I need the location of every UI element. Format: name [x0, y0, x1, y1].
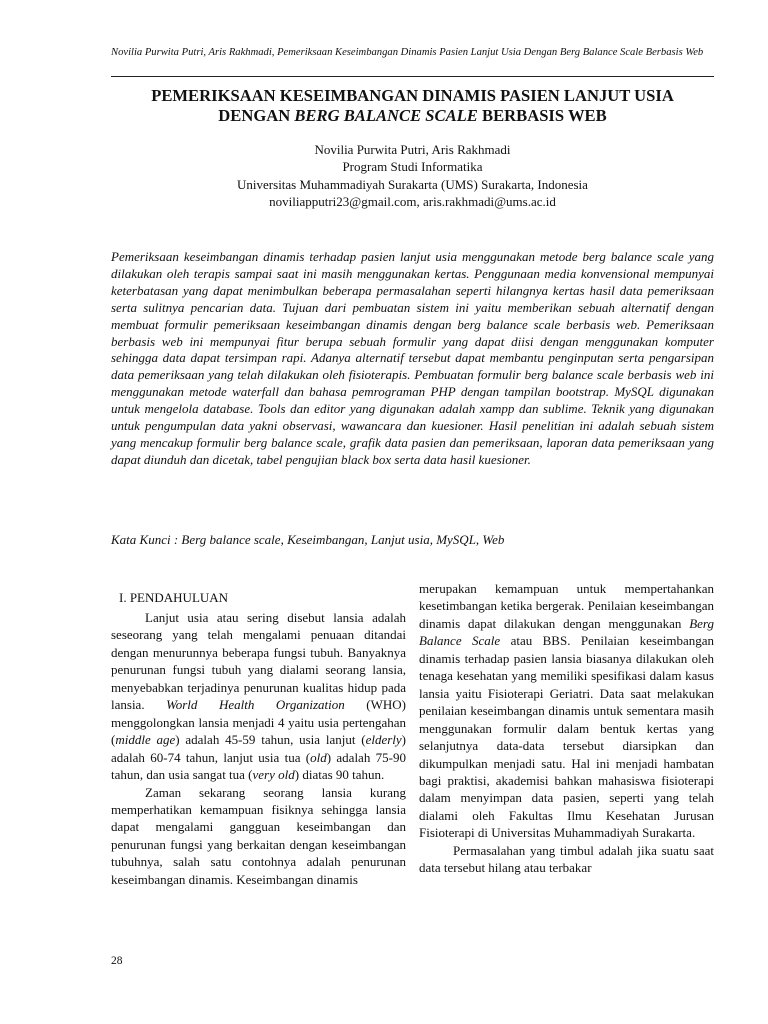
- italic-run: very old: [252, 767, 295, 783]
- title-line-2-prefix: DENGAN: [218, 106, 295, 125]
- text-run: Lanjut usia atau sering disebut lansia adalah seseorang yang telah mengalami penuaan ditandai dengan menurunnya beberapa fungsi tubuh. Banyaknya penurunan fungsi tubuh yang dialami seorang lansia, menyebabkan terjadinya penurunan kualitas hidup pada lansia.: [111, 610, 406, 713]
- italic-run: old: [310, 749, 327, 765]
- italic-run: World Health Organization: [166, 697, 345, 713]
- text-run: ) adalah 75-90 tahun, dan usia sangat tua (: [111, 749, 406, 783]
- italic-run: Berg Balance Scale: [419, 615, 714, 649]
- text-run: ) adalah 45-59 tahun, usia lanjut (: [175, 732, 366, 748]
- page-number: 28: [111, 955, 123, 967]
- left-paragraph-1: [111, 609, 406, 784]
- left-column: [111, 589, 406, 888]
- text-run: (WHO) menggolongkan lansia menjadi 4 yaitu usia pertengahan (: [111, 697, 406, 748]
- text-run: ) adalah 60-74 tahun, lanjut usia tua (: [111, 732, 406, 765]
- running-head: Novilia Purwita Putri, Aris Rakhmadi, Pemeriksaan Keseimbangan Dinamis Pasien Lanjut Usia Dengan Berg Balance Scale Berbasis Web: [111, 47, 704, 58]
- text-run: ) diatas 90 tahun.: [294, 767, 385, 783]
- italic-run: middle age: [115, 732, 176, 748]
- text-run: merupakan kemampuan untuk mempertahankan kesetimbangan ketika bergerak. Penilaian keseimbangan dinamis dapat dilakukan dengan menggunakan: [419, 581, 714, 631]
- affiliation-program: Program Studi Informatika: [342, 159, 483, 175]
- right-column: [419, 580, 714, 877]
- title-line-2-suffix: BERBASIS WEB: [477, 106, 607, 125]
- author-emails: noviliapputri23@gmail.com, aris.rakhmadi@ums.ac.id: [269, 193, 556, 209]
- title-line-1: PEMERIKSAAN KESEIMBANGAN DINAMIS PASIEN LANJUT USIA: [151, 86, 674, 105]
- affiliation-university: Universitas Muhammadiyah Surakarta (UMS) Surakarta, Indonesia: [237, 176, 588, 192]
- abstract: Pemeriksaan keseimbangan dinamis terhadap pasien lanjut usia menggunakan metode berg balance scale yang dilakukan oleh terapis sampai saat ini masih menggunakan kertas. Penggunaan media konvensional mempunyai keterbatasan yang dapat menimbulkan beberapa permasalahan seperti hilangnya kertas hasil data pemeriksaan serta sulitnya pencarian data. Tujuan dari pembuatan sistem ini yaitu memberikan sebuah alternatif dengan membuat formulir pemeriksaan keseimbangan dinamis dengan berg balance scale berbasis web. Pemeriksaan berbasis web ini mempunyai fitur berupa sebuah formulir yang dapat diisi dengan menggunakan komputer sehingga data dapat tersimpan rapi. Adanya alternatif tersebut dapat membantu penginputan serta pengarsipan data pemeriksaan yang telah dilakukan oleh fisioterapis. Pembuatan formulir berg balance scale berbasis web ini menggunakan metode waterfall dan bahasa pemrograman PHP dengan tampilan bootstrap. MySQL digunakan untuk mengelola database. Tools dan editor yang digunakan adalah xampp dan sublime. Teknik yang digunakan untuk pengumpulan data yakni observasi, wawancara dan kuesioner. Hasil penelitian ini adalah sebuah sistem yang mencakup formulir berg balance scale, grafik data pasien dan pemeriksaan, laporan data pemeriksaan yang dapat diunduh dan dicetak, tabel pengujian black box serta data hasil kuesioner.: [111, 249, 714, 467]
- left-paragraph-2: Zaman sekarang seorang lansia kurang memperhatikan kemampuan fisiknya sehingga lansia dapat mengalami gangguan keseimbangan dan penurunan fungsi yang berkaitan dengan keseimbangan tubuhnya, salah satu contohnya adalah penurunan keseimbangan dinamis. Keseimbangan dinamis: [111, 784, 406, 887]
- keywords: Kata Kunci : Berg balance scale, Keseimbangan, Lanjut usia, MySQL, Web: [111, 532, 505, 547]
- authors: Novilia Purwita Putri, Aris Rakhmadi: [314, 142, 511, 157]
- header-rule: [111, 76, 714, 77]
- section-heading: I. PENDAHULUAN: [119, 590, 229, 605]
- text-run: atau BBS. Penilaian keseimbangan dinamis terhadap pasien lansia biasanya dilakukan oleh tenaga kesehatan yang memiliki spesifikasi dalam kasus lansia yaitu Fisioterapi Geriatri. Data saat melakukan penilaian keseimbangan dinamis untuk sementara masih menggunakan formulir dalam bentuk kertas yang selanjutnya data-data tersebut diarsipkan dan dikumpulkan menjadi satu. Hal ini menjadi hambatan bagi praktisi, akademisi bahkan mahasiswa fisioterapi dalam menyimpan data pasien, seperti yang telah dialami oleh Fakultas Ilmu Kesehatan Jurusan Fisioterapi di Universitas Muhammadiyah Surakarta.: [419, 633, 714, 841]
- paper-title: [111, 86, 714, 126]
- italic-run: elderly: [365, 732, 402, 748]
- right-paragraph-2: Permasalahan yang timbul adalah jika suatu saat data tersebut hilang atau terbakar: [419, 842, 714, 876]
- right-paragraph-1: [419, 580, 714, 842]
- title-line-2-italic: BERG BALANCE SCALE: [294, 106, 478, 125]
- author-block: [111, 141, 714, 210]
